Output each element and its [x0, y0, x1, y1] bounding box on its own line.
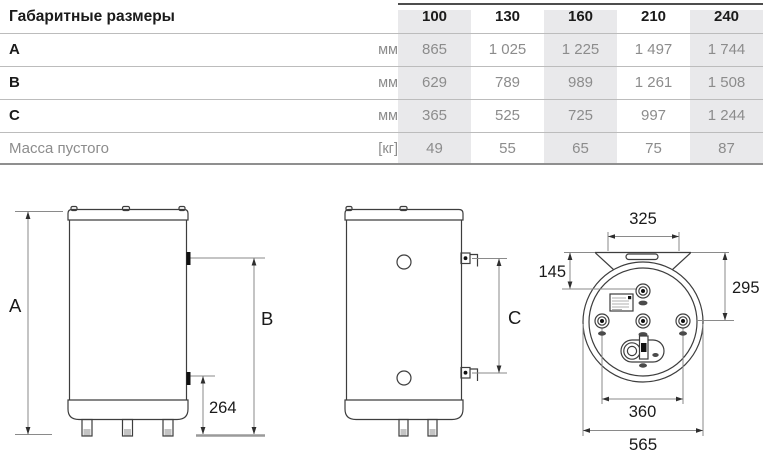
lower-side-fitting	[461, 368, 478, 382]
tank-bottom-cap	[68, 400, 188, 420]
cell-b-100: 629	[421, 74, 448, 91]
dimension-c	[472, 259, 521, 374]
dim-label-325: 325	[629, 210, 657, 228]
cell-a-160: 1 225	[561, 41, 600, 58]
tank-legs	[82, 420, 173, 437]
column-header-130: 130	[494, 8, 521, 25]
cell-c-100: 365	[421, 107, 448, 124]
dimensions-table	[0, 0, 767, 166]
cell-w-130: 55	[499, 140, 516, 157]
dimension-264	[191, 376, 237, 435]
table-header-row	[0, 0, 767, 33]
cell-a-130: 1 025	[488, 41, 527, 58]
table-row-c	[0, 99, 767, 132]
side-view-drawing	[345, 207, 521, 437]
column-header-100: 100	[421, 8, 448, 25]
dim-label-b: B	[261, 308, 274, 329]
drawings-svg	[0, 190, 767, 456]
column-header-160: 160	[567, 8, 594, 25]
cell-b-210: 1 261	[634, 74, 673, 91]
cell-b-240: 1 508	[707, 74, 746, 91]
cell-c-160: 725	[567, 107, 594, 124]
row-label-a: A	[9, 41, 20, 58]
column-header-240: 240	[713, 8, 740, 25]
cell-w-210: 75	[645, 140, 662, 157]
row-separator	[0, 99, 763, 100]
dim-label-360: 360	[628, 403, 657, 421]
row-unit-c: мм	[378, 107, 398, 124]
row-label-b: B	[9, 74, 20, 91]
tank-body	[70, 220, 187, 400]
row-unit-weight: [кг]	[378, 140, 398, 157]
top-view-drawing	[538, 210, 759, 454]
lower-sensor-hole	[397, 371, 411, 385]
table-title: Габаритные размеры	[9, 7, 175, 25]
cell-w-160: 65	[572, 140, 589, 157]
dimension-295	[696, 253, 760, 321]
dim-label-264: 264	[209, 399, 237, 417]
dimension-a	[9, 212, 63, 435]
dimension-565	[583, 428, 703, 454]
row-unit-b: мм	[378, 74, 398, 91]
dimension-360	[602, 397, 683, 421]
dim-label-295: 295	[732, 279, 760, 297]
tank-bottom-cap	[345, 400, 463, 420]
table-row-a	[0, 33, 767, 66]
cell-w-100: 49	[426, 140, 443, 157]
row-label-weight: Масса пустого	[9, 140, 109, 157]
upper-connection-fitting	[187, 252, 191, 265]
row-separator	[0, 132, 763, 133]
row-separator	[0, 33, 763, 34]
cell-a-100: 865	[421, 41, 448, 58]
dim-label-145: 145	[538, 263, 566, 281]
row-label-c: C	[9, 107, 20, 124]
upper-sensor-hole	[397, 255, 411, 269]
cell-a-210: 1 497	[634, 41, 673, 58]
dim-label-c: C	[508, 307, 522, 328]
tank-legs	[399, 420, 437, 437]
technical-drawings	[0, 190, 767, 456]
lower-connection-fitting	[187, 372, 191, 385]
dim-label-a: A	[9, 295, 22, 316]
upper-side-fitting	[461, 253, 478, 267]
table-row-weight	[0, 132, 767, 165]
row-unit-a: мм	[378, 41, 398, 58]
cell-b-130: 789	[494, 74, 521, 91]
column-header-210: 210	[640, 8, 667, 25]
table-row-b	[0, 66, 767, 99]
dimension-325	[608, 210, 679, 251]
row-separator	[0, 66, 763, 67]
tank-body	[347, 220, 462, 400]
front-view-drawing	[9, 207, 273, 437]
dim-label-565: 565	[628, 435, 658, 454]
cell-c-130: 525	[494, 107, 521, 124]
cell-w-240: 87	[718, 140, 735, 157]
cell-b-160: 989	[567, 74, 594, 91]
label-plate	[610, 294, 633, 311]
cell-c-240: 1 244	[707, 107, 746, 124]
cell-a-240: 1 744	[707, 41, 746, 58]
cell-c-210: 997	[640, 107, 667, 124]
table-bottom-border	[0, 163, 763, 165]
